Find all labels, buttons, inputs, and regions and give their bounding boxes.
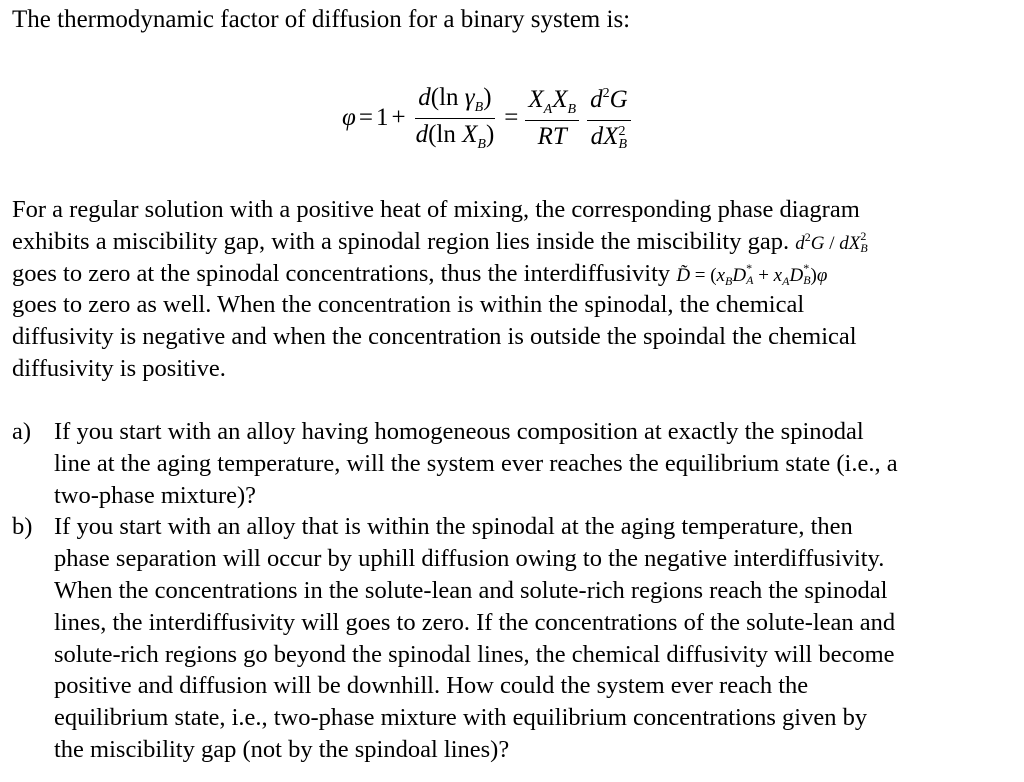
fraction-ln-denominator: d(ln $X_B$) [415,120,495,152]
question-list [12,416,1012,766]
question-line: If you start with an alloy having homogeneous composition at exactly the spinodal [54,418,864,445]
equation-equals-2: = [504,104,519,131]
question-line: equilibrium state, i.e., two-phase mixture with equilibrium concentrations given by [54,704,868,732]
paragraph-line [12,226,1012,258]
thermodynamic-factor-equation [342,78,635,158]
inline-math-interdiffusivity: D̃ = ($x_BD$ * A + $x_AD$ * B )φ [676,261,828,288]
paragraph-line: For a regular solution with a positive heat of mixing, the corresponding phase diagram [12,196,860,223]
fraction-rt-denominator: RT [537,122,567,150]
equation-phi: φ [342,104,356,131]
fraction-rt-numerator: $X_AX_B$ [525,85,579,121]
question-line: line at the aging temperature, will the system ever reaches the equilibrium state (i.e., a [54,449,898,477]
paragraph-line-text: exhibits a miscibility gap, with a spinodal region lies inside the miscibility gap. [12,227,790,255]
question-line: positive and diffusion will be downhill. How could the system ever reach the [54,672,809,700]
equation-fraction-d2g [587,85,631,152]
fraction-ln-numerator: d(ln $\gamma_B$) [415,83,494,119]
paragraph-line-text: goes to zero at the spinodal concentrations, thus the interdiffusivity [12,259,671,287]
question-line: If you start with an alloy that is within the spinodal at the aging temperature, then [54,513,853,541]
equation-plus: + [391,104,406,131]
equation-one: 1 [375,104,389,131]
question-marker: b) [12,513,33,541]
question-b [12,511,1012,765]
inline-math-d2g-dx2: $d^2G$ / dX 2 B [795,229,868,256]
question-line: phase separation will occur by uphill diffusion owing to the negative interdiffusivity. [54,545,885,573]
fraction-d2g-denominator: dX 2 B [590,122,628,152]
paragraph-line: diffusivity is negative and when the concentration is outside the spoindal the chemical [12,323,857,351]
question-a [12,416,1012,511]
fraction-d2g-numerator: $d^2G$ [587,85,631,121]
paragraph-line: goes to zero as well. When the concentration is within the spinodal, the chemical [12,291,805,319]
question-line: the miscibility gap (not by the spindoal lines)? [54,735,510,763]
equation-fraction-ln [413,83,498,154]
question-line: lines, the interdiffusivity will goes to zero. If the concentrations of the solute-lean and [54,608,896,636]
equation-fraction-rt [525,85,579,152]
regular-solution-paragraph [12,194,1012,385]
intro-text: The thermodynamic factor of diffusion for a binary system is: [12,6,631,33]
question-line: solute-rich regions go beyond the spinodal lines, the chemical diffusivity will become [54,640,895,668]
paragraph-line: diffusivity is positive. [12,354,226,382]
question-line: two-phase mixture)? [54,481,257,509]
equation-equals: = [358,104,373,131]
question-line: When the concentrations in the solute-lean and solute-rich regions reach the spinodal [54,576,888,604]
paragraph-line [12,258,1012,290]
question-marker: a) [12,418,32,445]
